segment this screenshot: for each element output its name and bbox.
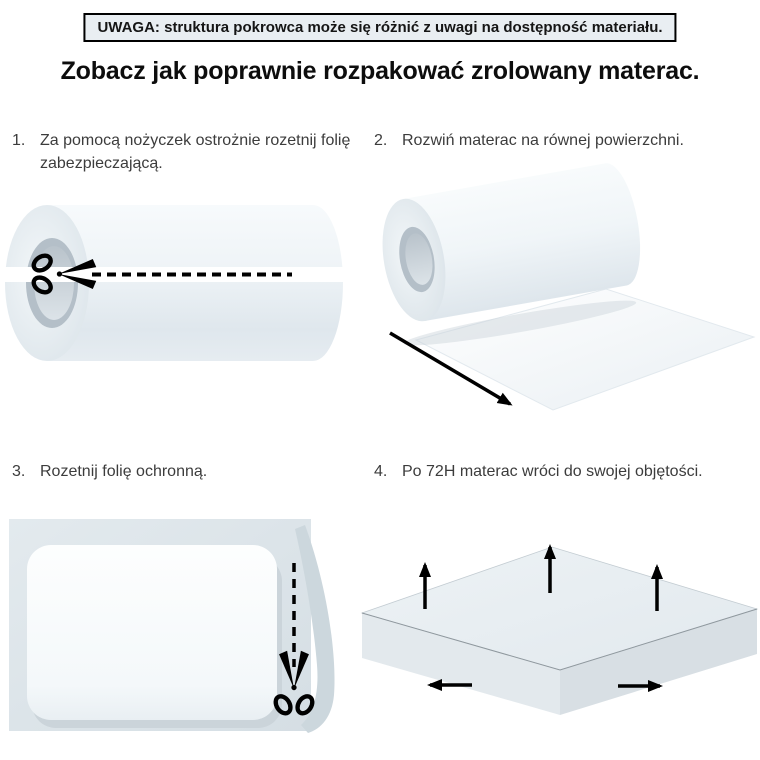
flat-mattress-foil-svg	[5, 515, 355, 750]
illustration-unroll	[370, 160, 760, 430]
step-4-caption	[374, 461, 758, 484]
notice-banner	[83, 13, 676, 42]
step-1-text: Za pomocą nożyczek ostrożnie rozetnij folię zabezpieczającą.	[40, 132, 351, 172]
step-2-caption	[374, 130, 756, 153]
step-3-number: 3.	[12, 463, 26, 480]
step-2-text: Rozwiń materac na równej powierzchni.	[402, 132, 684, 149]
expanding-mattress-svg	[360, 535, 760, 760]
rolled-mattress-cut-svg	[0, 188, 360, 388]
step-4-text: Po 72H materac wróci do swojej objętości.	[402, 463, 703, 480]
step-1-number: 1.	[12, 132, 26, 149]
illustration-cut-roll	[0, 188, 360, 393]
mattress-flat	[27, 545, 277, 720]
step-3-caption	[12, 461, 357, 484]
step-2-number: 2.	[374, 132, 388, 149]
step-4-number: 4.	[374, 463, 388, 480]
step-3-text: Rozetnij folię ochronną.	[40, 463, 208, 480]
unrolling-mattress-svg	[370, 160, 760, 425]
notice-banner-text: UWAGA: struktura pokrowca może się różnić z uwagi na dostępność materiału.	[97, 19, 663, 36]
illustration-expand	[360, 535, 760, 760]
page-title: Zobacz jak poprawnie rozpakować zrolowany materac.	[60, 57, 700, 85]
illustration-cut-foil	[5, 515, 355, 755]
step-1-caption	[12, 130, 357, 175]
